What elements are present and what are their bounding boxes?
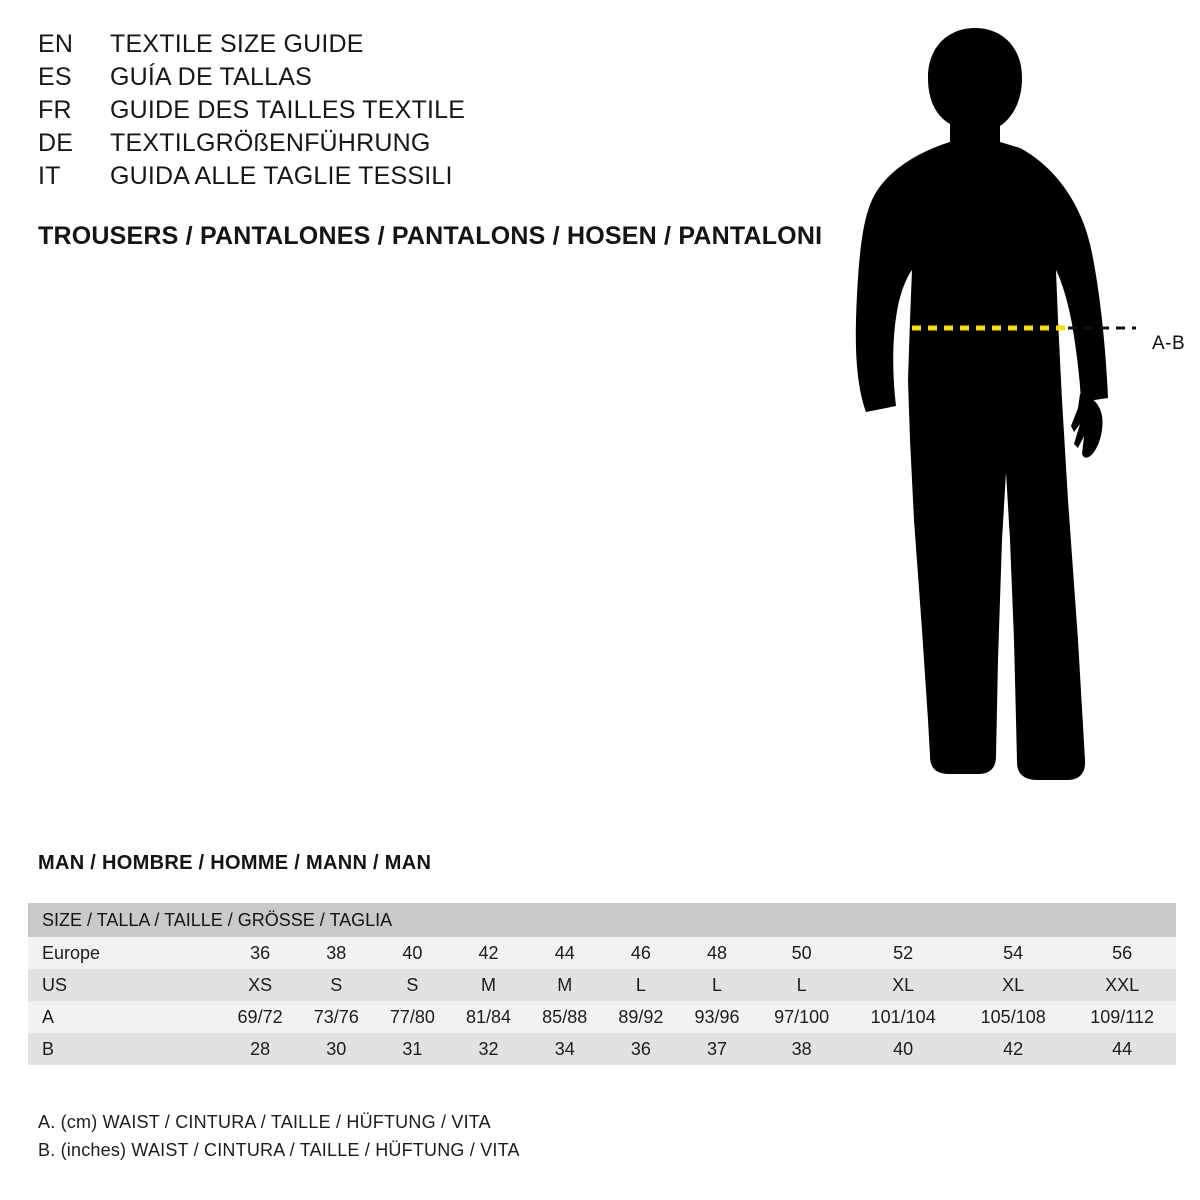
table-cell: S (374, 969, 450, 1001)
table-cell: 34 (527, 1033, 603, 1065)
table-cell: 97/100 (755, 1001, 848, 1033)
table-cell: 32 (450, 1033, 526, 1065)
table-row (28, 1001, 1176, 1033)
table-cell: XXL (1068, 969, 1176, 1001)
table-cell: 48 (679, 937, 755, 969)
table-cell: S (298, 969, 374, 1001)
language-text: TEXTILE SIZE GUIDE (110, 30, 364, 58)
table-cell: L (679, 969, 755, 1001)
table-cell: 44 (1068, 1033, 1176, 1065)
table-cell: 40 (848, 1033, 958, 1065)
table-cell: 44 (527, 937, 603, 969)
table-row (28, 969, 1176, 1001)
table-cell: 36 (603, 1033, 679, 1065)
language-code: IT (38, 162, 61, 190)
table-cell: 69/72 (222, 1001, 298, 1033)
table-cell: 38 (755, 1033, 848, 1065)
table-cell: 30 (298, 1033, 374, 1065)
table-cell: 36 (222, 937, 298, 969)
size-table (28, 903, 1176, 1065)
table-cell: L (755, 969, 848, 1001)
row-label: B (28, 1033, 222, 1065)
table-cell: 38 (298, 937, 374, 969)
table-cell: 46 (603, 937, 679, 969)
language-text: GUIDE DES TAILLES TEXTILE (110, 96, 466, 124)
language-row (38, 129, 798, 162)
silhouette-svg (800, 20, 1200, 810)
table-cell: 42 (958, 1033, 1068, 1065)
table-row (28, 1033, 1176, 1065)
table-cell: 50 (755, 937, 848, 969)
row-label: Europe (28, 937, 222, 969)
table-cell: 89/92 (603, 1001, 679, 1033)
language-row (38, 30, 798, 63)
language-row (38, 63, 798, 96)
table-cell: 101/104 (848, 1001, 958, 1033)
table-caption: MAN / HOMBRE / HOMME / MANN / MAN (38, 852, 432, 874)
table-cell: 85/88 (527, 1001, 603, 1033)
table-cell: XL (848, 969, 958, 1001)
table-cell: 28 (222, 1033, 298, 1065)
table-cell: 42 (450, 937, 526, 969)
table-cell: 105/108 (958, 1001, 1068, 1033)
table-cell: M (527, 969, 603, 1001)
table-cell: 81/84 (450, 1001, 526, 1033)
row-label: US (28, 969, 222, 1001)
language-text: TEXTILGRÖßENFÜHRUNG (110, 129, 431, 157)
table-cell: 109/112 (1068, 1001, 1176, 1033)
table-cell: M (450, 969, 526, 1001)
footnote-a: A. (cm) WAIST / CINTURA / TAILLE / HÜFTUNG / VITA (38, 1112, 491, 1132)
footnotes (38, 1108, 520, 1164)
table-row (28, 937, 1176, 969)
language-code: DE (38, 129, 74, 157)
head-shape (928, 28, 1022, 146)
table-cell: L (603, 969, 679, 1001)
table-header-row (28, 903, 1176, 937)
table-cell: 77/80 (374, 1001, 450, 1033)
table-cell: 37 (679, 1033, 755, 1065)
table-cell: 52 (848, 937, 958, 969)
table-cell: XL (958, 969, 1068, 1001)
table-cell: 40 (374, 937, 450, 969)
measure-label-ab: A-B (1152, 333, 1186, 354)
table-cell: 93/96 (679, 1001, 755, 1033)
table-cell: 31 (374, 1033, 450, 1065)
language-code: FR (38, 96, 72, 124)
footnote-b: B. (inches) WAIST / CINTURA / TAILLE / HÜFTUNG / VITA (38, 1140, 520, 1160)
language-row (38, 96, 798, 129)
row-label: A (28, 1001, 222, 1033)
table-cell: XS (222, 969, 298, 1001)
language-row (38, 162, 798, 195)
language-code: EN (38, 30, 74, 58)
body-shape (856, 142, 1108, 780)
table-cell: 56 (1068, 937, 1176, 969)
language-text: GUIDA ALLE TAGLIE TESSILI (110, 162, 453, 190)
figure-man-silhouette (800, 20, 1200, 810)
language-list (38, 30, 798, 195)
table-header-label: SIZE / TALLA / TAILLE / GRÖSSE / TAGLIA (28, 903, 1176, 937)
language-text: GUÍA DE TALLAS (110, 63, 312, 91)
table-cell: 54 (958, 937, 1068, 969)
hand-shape (1071, 394, 1103, 458)
section-title: TROUSERS / PANTALONES / PANTALONS / HOSEN / PANTALONI (38, 222, 823, 250)
table-cell: 73/76 (298, 1001, 374, 1033)
language-code: ES (38, 63, 72, 91)
